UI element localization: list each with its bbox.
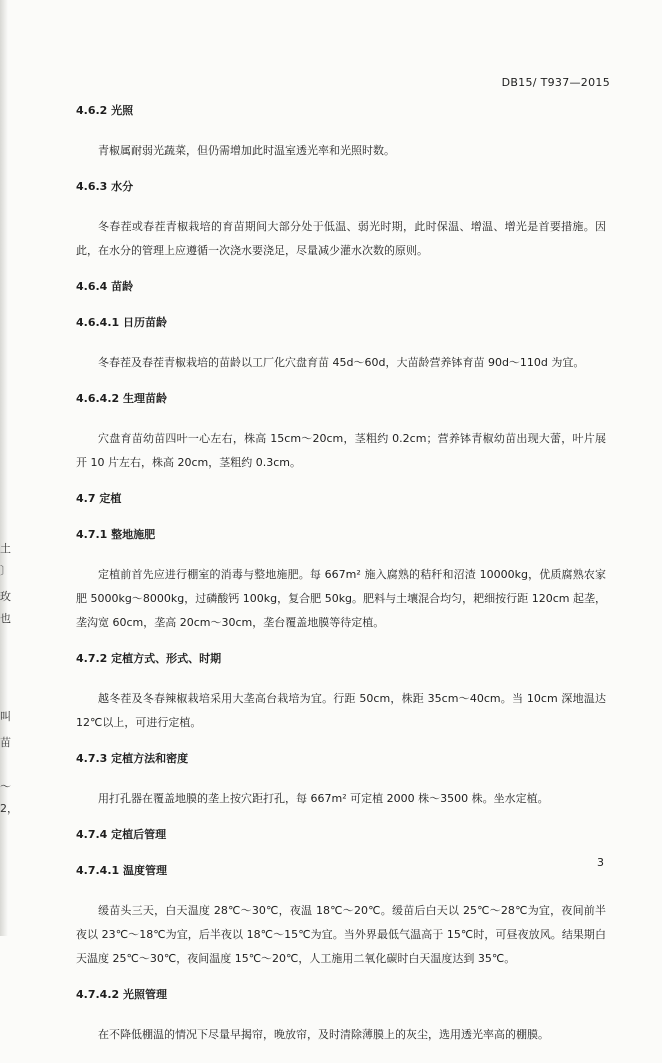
paragraph: 冬春茬或春茬青椒栽培的育苗期间大部分处于低温、弱光时期，此时保温、增温、增光是首要措施。因此，在水分的管理上应遵循一次浇水要浇足，尽量减少灌水次数的原则。 [76, 220, 606, 257]
margin-bleed-text: 叫 [0, 710, 11, 723]
paragraph: 缓苗头三天，白天温度 28℃～30℃，夜温 18℃～20℃。缓苗后白天以 25℃～28℃为宜，夜间前半夜以 23℃～18℃为宜，后半夜以 18℃～15℃为宜。当外界最低气温高于 15℃时，可昼夜放风。结果期白天温度 25℃～30℃，夜间温度 15℃～20℃，人工施用二氧化碳时白天温度达到 35℃。 [76, 904, 606, 965]
paragraph: 定植前首先应进行棚室的消毒与整地施肥。每 667m² 施入腐熟的秸秆和沼渣 10000kg，优质腐熟农家肥 5000kg～8000kg，过磷酸钙 100kg，复合肥 50kg。肥料与土壤混合均匀，耙细按行距 120cm 起垄，垄沟宽 60cm，垄高 20cm～30cm，垄台覆盖地膜等待定植。 [76, 568, 606, 629]
margin-bleed-text: 苗 [0, 736, 11, 749]
section-heading: 4.6.4.2 生理苗龄 [76, 392, 167, 405]
section-heading: 4.7.4.1 温度管理 [76, 864, 167, 877]
scan-edge-shadow [0, 0, 8, 936]
section-heading: 4.7.1 整地施肥 [76, 528, 156, 541]
margin-bleed-text: 玫 [0, 590, 11, 603]
margin-bleed-text: 2， [0, 802, 18, 815]
margin-bleed-text: ～ [0, 780, 11, 793]
section-heading: 4.7.4.2 光照管理 [76, 988, 167, 1001]
paragraph: 穴盘育苗幼苗四叶一心左右，株高 15cm～20cm，茎粗约 0.2cm；营养钵青椒幼苗出现大蕾，叶片展开 10 片左右，株高 20cm，茎粗约 0.3cm。 [76, 432, 606, 469]
section-heading: 4.7.4 定植后管理 [76, 828, 167, 841]
paragraph: 冬春茬及春茬青椒栽培的苗龄以工厂化穴盘育苗 45d～60d，大苗龄营养钵育苗 90d～110d 为宜。 [98, 356, 585, 369]
paragraph: 在不降低棚温的情况下尽量早揭帘，晚放帘，及时清除薄膜上的灰尘，选用透光率高的棚膜。 [98, 1028, 549, 1041]
page-number: 3 [597, 856, 604, 869]
paragraph: 越冬茬及冬春辣椒栽培采用大垄高台栽培为宜。行距 50cm，株距 35cm～40cm。当 10cm 深地温达 12℃以上，可进行定植。 [76, 692, 606, 729]
section-heading: 4.6.4 苗龄 [76, 280, 134, 293]
margin-bleed-text: 〕 [0, 564, 11, 577]
paragraph: 用打孔器在覆盖地膜的垄上按穴距打孔，每 667m² 可定植 2000 株～3500 株。坐水定植。 [98, 792, 549, 805]
margin-bleed-text: 土 [0, 542, 11, 555]
paragraph: 青椒属耐弱光蔬菜，但仍需增加此时温室透光率和光照时数。 [98, 144, 395, 157]
document-body [76, 103, 606, 1063]
document-code: DB15/ T937—2015 [501, 76, 610, 89]
section-heading: 4.7 定植 [76, 492, 122, 505]
section-heading: 4.7.3 定植方法和密度 [76, 752, 189, 765]
section-heading: 4.6.2 光照 [76, 104, 134, 117]
margin-bleed-text: 也 [0, 612, 11, 625]
section-heading: 4.6.4.1 日历苗龄 [76, 316, 167, 329]
section-heading: 4.6.3 水分 [76, 180, 134, 193]
section-heading: 4.7.2 定植方式、形式、时期 [76, 652, 222, 665]
